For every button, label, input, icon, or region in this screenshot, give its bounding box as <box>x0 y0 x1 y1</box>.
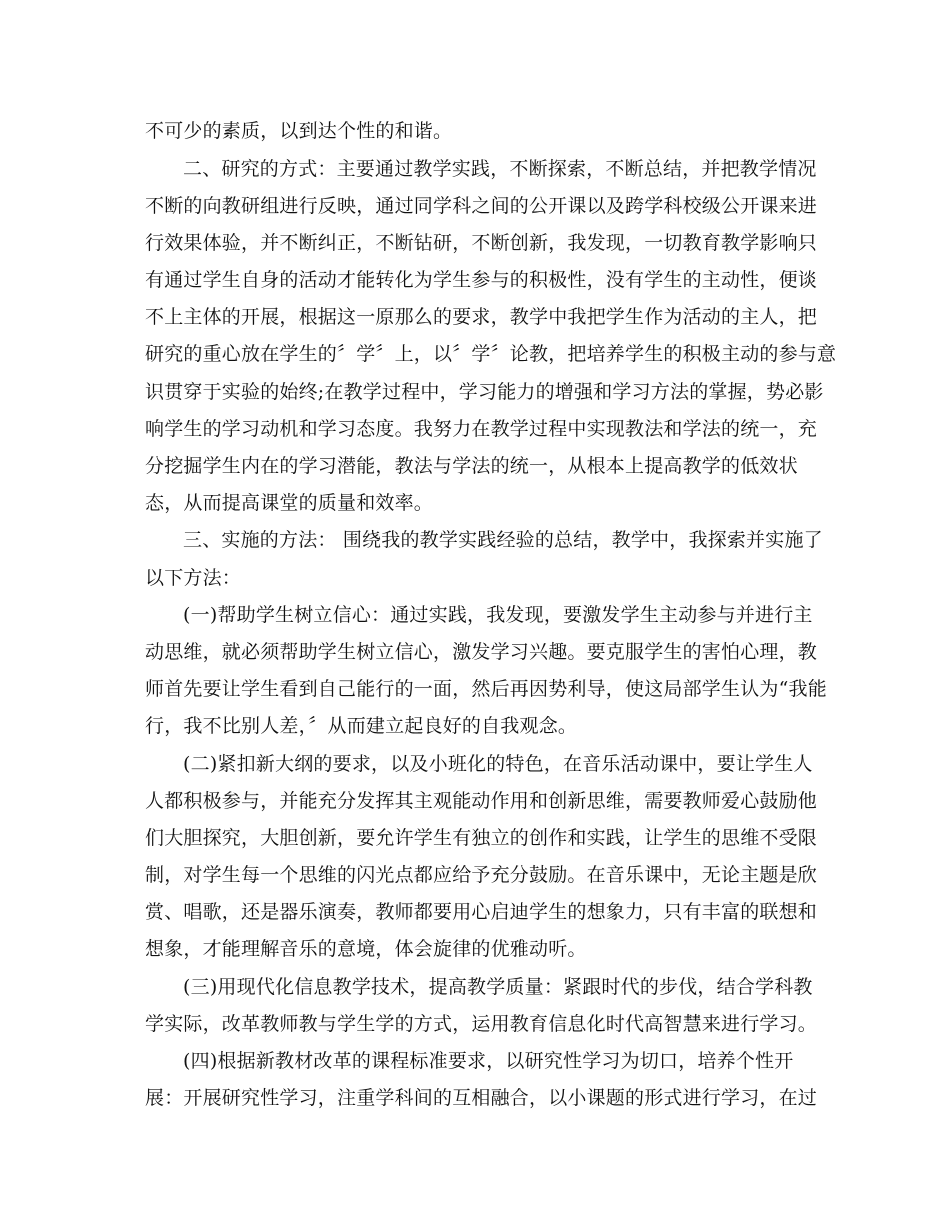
text-line: 行效果体验，并不断纠正，不断钻研，不断创新，我发现，一切教育教学影响只 <box>145 232 818 254</box>
text-line: 分挖掘学生内在的学习潜能，教法与学法的统一，从根本上提高教学的低效状 <box>145 455 798 477</box>
text-line: 师首先要让学生看到自己能行的一面，然后再因势利导，使这局部学生认为“我能 <box>145 678 827 700</box>
text-line: 响学生的学习动机和学习态度。我努力在教学过程中实现教法和学法的统一，充 <box>145 418 818 440</box>
text-line: 行，我不比别人差，〞从而建立起良好的自我观念。 <box>145 715 578 737</box>
text-line: 想象，才能理解音乐的意境，体会旋律的优雅动听。 <box>145 938 587 960</box>
text-line: (四)根据新教材改革的课程标准要求，以研究性学习为切口，培养个性开 <box>183 1050 794 1072</box>
text-line: 以下方法： <box>145 567 242 589</box>
text-line: 态，从而提高课堂的质量和效率。 <box>145 492 434 514</box>
text-line: 研究的重心放在学生的〞学〞上，以〞学〞论教，把培养学生的积极主动的参与意 <box>145 343 837 365</box>
text-line: 制，对学生每一个思维的闪光点都应给予充分鼓励。在音乐课中，无论主题是欣 <box>145 864 818 886</box>
text-line: 不可少的素质，以到达个性的和谐。 <box>145 120 453 142</box>
text-line: 不上主体的开展，根据这一原那么的要求，教学中我把学生作为活动的主人，把 <box>145 306 818 328</box>
text-line: 赏、唱歌，还是器乐演奏，教师都要用心启迪学生的想象力，只有丰富的联想和 <box>145 901 818 923</box>
text-line: 三、实施的方法： 围绕我的教学实践经验的总结，教学中，我探索并实施了 <box>183 529 823 551</box>
text-line: 有通过学生自身的活动才能转化为学生参与的积极性，没有学生的主动性，便谈 <box>145 269 818 291</box>
text-line: 识贯穿于实验的始终;在教学过程中，学习能力的增强和学习方法的掌握，势必影 <box>145 381 824 403</box>
text-line: 人都积极参与，并能充分发挥其主观能动作用和创新思维，需要教师爱心鼓励他 <box>145 790 818 812</box>
text-line: 不断的向教研组进行反映，通过同学科之间的公开课以及跨学科校级公开课来进 <box>145 195 818 217</box>
text-line: 学实际，改革教师教与学生学的方式，运用教育信息化时代高智慧来进行学习。 <box>145 1013 818 1035</box>
text-line: 们大胆探究，大胆创新，要允许学生有独立的创作和实践，让学生的思维不受限 <box>145 827 818 849</box>
text-line: 二、研究的方式：主要通过教学实践，不断探索，不断总结，并把教学情况 <box>183 158 817 180</box>
text-line: (三)用现代化信息教学技术，提高教学质量：紧跟时代的步伐，结合学科教 <box>183 976 813 998</box>
text-line: 动思维，就必须帮助学生树立信心，激发学习兴趣。要克服学生的害怕心理，教 <box>145 641 818 663</box>
text-line: (二)紧扣新大纲的要求，以及小班化的特色，在音乐活动课中，要让学生人 <box>183 753 813 775</box>
text-line: (一)帮助学生树立信心：通过实践，我发现，要激发学生主动参与并进行主 <box>183 604 813 626</box>
text-line: 展：开展研究性学习，注重学科间的互相融合，以小课题的形式进行学习，在过 <box>145 1087 818 1109</box>
